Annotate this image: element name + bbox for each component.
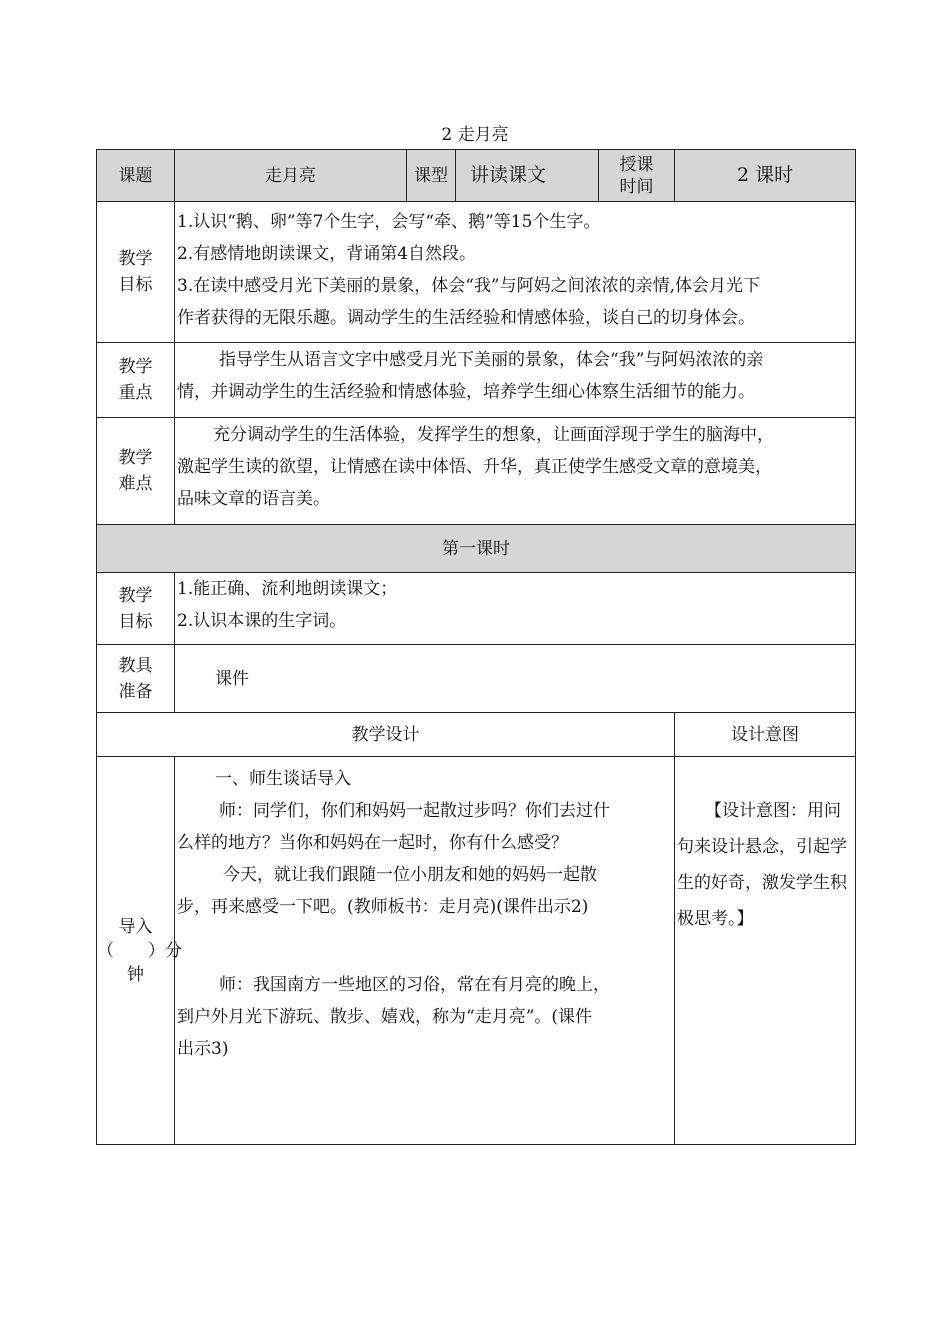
goals-content: [175, 202, 856, 343]
key-points-line-1: 指导学生从语言文字中感受月光下美丽的景象，体会“我”与阿妈浓浓的亲: [219, 350, 764, 370]
difficulties-row: [97, 418, 856, 525]
lesson1-goals-label-text: 教学目标: [118, 585, 153, 632]
key-points-row: [97, 343, 856, 418]
key-points-label-text: 教学重点: [118, 357, 153, 403]
lesson1-goal-1: 1.能正确、流利地朗读课文；: [177, 578, 398, 599]
intro-label-line-2: （ ）分: [97, 940, 182, 961]
key-points-line-2: 情，并调动学生的生活经验和情感体验，培养学生细心体察生活细节的能力。: [177, 382, 755, 402]
difficulties-line-3: 品味文章的语言美。: [177, 489, 330, 509]
design-line-4: 今天，就让我们跟随一位小朋友和她的妈妈一起散: [223, 865, 597, 885]
lesson1-heading: 第一课时: [97, 525, 856, 573]
lesson1-goals-content: [175, 573, 856, 645]
topic-value: 走月亮: [175, 150, 407, 202]
key-points-label: [97, 343, 175, 418]
design-line-3: 么样的地方？当你和妈妈在一起时，你有什么感受？: [177, 833, 568, 853]
intro-label: [97, 757, 182, 1145]
intent-line-4: 极思考。】: [677, 909, 754, 929]
goal-item-4: 作者获得的无限乐趣。调动学生的生活经验和情感体验，谈自己的切身体会。: [177, 308, 755, 328]
time-label: [599, 150, 675, 202]
difficulties-label-text: 教学难点: [118, 448, 153, 494]
type-value-text: 讲读课文: [470, 164, 547, 186]
difficulties-line-2: 激起学生读的欲望，让情感在读中体悟、升华，真正使学生感受文章的意境美，: [177, 457, 772, 477]
intent-line-3: 生的好奇，激发学生积: [677, 873, 847, 893]
time-label-text: 授课时间: [619, 154, 654, 197]
tools-label: [97, 645, 175, 713]
topic-label: 课题: [97, 150, 175, 202]
goals-label-text: 教学目标: [118, 249, 153, 295]
goal-item-1: 1.认识“鹅、卵”等7个生字，会写“牵、鹅”等15个生字。: [177, 212, 601, 232]
tools-label-text: 教具准备: [118, 655, 153, 702]
key-points-content: [175, 343, 856, 418]
lesson1-heading-row: [97, 525, 856, 573]
design-line-5: 步，再来感受一下吧。(教师板书：走月亮)(课件出示2): [177, 897, 589, 917]
difficulties-content: [175, 418, 856, 525]
lesson1-goals-label: [97, 573, 175, 645]
design-line-6: 师：我国南方一些地区的习俗，常在有月亮的晚上，: [219, 975, 610, 995]
design-content: [175, 757, 675, 1145]
intent-line-1: 【设计意图：用问: [705, 801, 841, 821]
goals-row: [97, 202, 856, 343]
difficulties-label: [97, 418, 175, 525]
design-line-8: 出示3): [177, 1039, 229, 1059]
lesson-plan-table: [96, 149, 856, 1145]
tools-row: [97, 645, 856, 713]
design-header-row: [97, 713, 856, 757]
intent-header: 设计意图: [675, 713, 856, 757]
design-line-7: 到户外月光下游玩、散步、嬉戏，称为“走月亮”。(课件: [177, 1007, 593, 1027]
goal-item-3: 3.在读中感受月光下美丽的景象，体会“我”与阿妈之间浓浓的亲情,体会月光下: [177, 276, 761, 296]
intent-line-2: 句来设计悬念，引起学: [677, 837, 847, 857]
document-title: 2 走月亮: [441, 125, 509, 145]
design-gap: [175, 927, 674, 973]
type-label: 课型: [407, 150, 456, 202]
lesson1-goals-row: [97, 573, 856, 645]
hours-value: [675, 150, 856, 202]
header-row: [97, 150, 856, 202]
intro-label-line-3: 钟: [127, 964, 144, 985]
intro-label-line-1: 导入: [118, 916, 153, 937]
design-line-2: 师：同学们，你们和妈妈一起散过步吗？你们去过什: [219, 801, 610, 821]
goals-label: [97, 202, 175, 343]
type-value: [456, 150, 599, 202]
design-line-1: 一、师生谈话导入: [215, 769, 351, 789]
lesson1-goal-2: 2.认识本课的生字词。: [177, 610, 347, 631]
design-header: 教学设计: [97, 713, 675, 757]
tools-content: 课件: [175, 645, 856, 713]
intent-content: [675, 757, 856, 1145]
intro-row: [97, 757, 856, 1145]
hours-value-text: 2 课时: [736, 164, 794, 186]
goal-item-2: 2.有感情地朗读课文，背诵第4自然段。: [177, 244, 477, 264]
difficulties-line-1: 充分调动学生的生活体验，发挥学生的想象，让画面浮现于学生的脑海中，: [213, 425, 774, 445]
